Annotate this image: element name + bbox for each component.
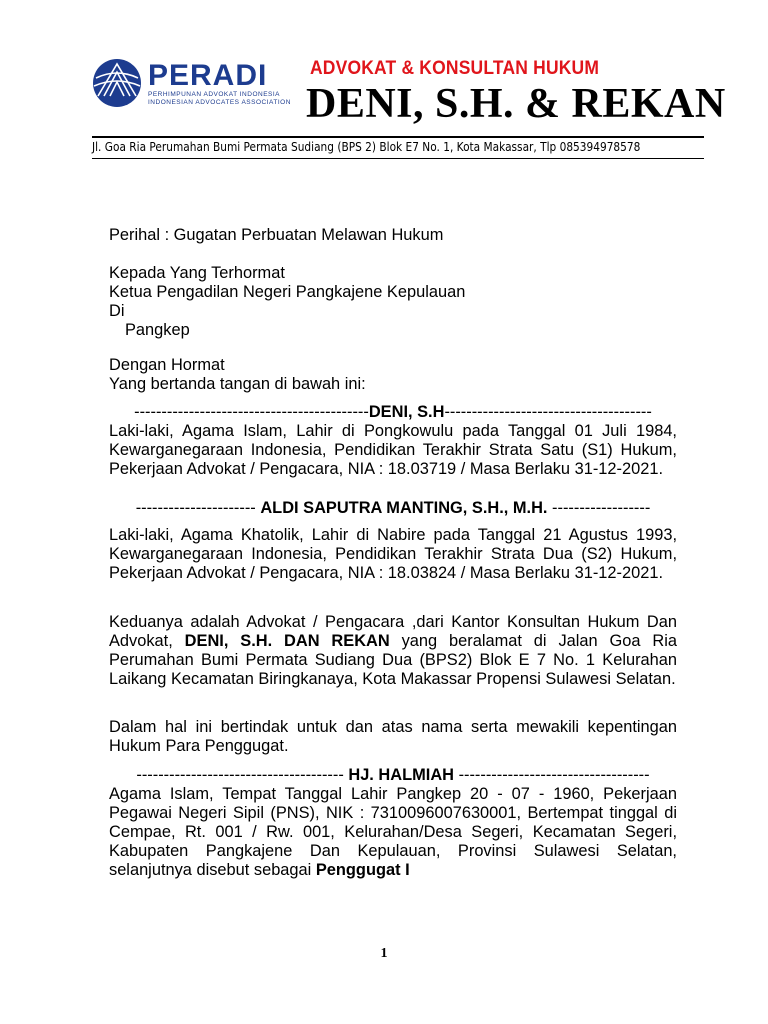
recipient-line-4: Pangkep [125, 321, 190, 339]
header-rule-bottom [92, 158, 704, 159]
dashes: -------------------------------------- [136, 766, 344, 784]
plaintiff-name: HJ. HALMIAH [348, 766, 454, 784]
person2-description: Laki-laki, Agama Khatolik, Lahir di Nabire pada Tanggal 21 Agustus 1993, Kewarganegaraan Indonesia, Pendidikan Terakhir Strata Dua (S2) Hukum, Pekerjaan Advokat / Pengacara, NIA : 18.03824 / Masa Berlaku 31-12-2021. [109, 526, 677, 582]
plaintiff-separator [109, 766, 677, 785]
plaintiff-label: Penggugat I [315, 861, 410, 879]
person2-separator [109, 499, 677, 518]
both-text-2: yang beralamat di Jalan Goa Ria Perumahan Bumi Permata Sudiang Dua (BPS2) Blok E 7 No. 1 Kelurahan Laikang Kecamatan Biringkanaya, Kota Makassar Propensi Sulawesi Selatan. [109, 632, 677, 688]
person1-description: Laki-laki, Agama Islam, Lahir di Pongkowulu pada Tanggal 01 Juli 1984, Kewarganegaraan Indonesia, Pendidikan Terakhir Strata Satu (S1) Hukum, Pekerjaan Advokat / Pengacara, NIA : 18.03719 / Masa Berlaku 31-12-2021. [109, 422, 677, 478]
letterhead [0, 0, 768, 160]
greeting: Dengan Hormat [109, 356, 225, 374]
firm-name: DENI, S.H. & REKAN [306, 81, 726, 127]
dashes: ---------------------- [135, 499, 256, 517]
peradi-emblem-icon [90, 58, 146, 108]
dashes: -------------------------------------- [444, 403, 652, 421]
person2-name: ALDI SAPUTRA MANTING, S.H., M.H. [260, 499, 548, 517]
recipient-line-2: Ketua Pengadilan Negeri Pangkajene Kepulauan [109, 283, 466, 301]
logo-wordmark: PERADI [148, 59, 268, 92]
recipient-line-3: Di [109, 302, 125, 320]
person1-name: DENI, S.H [368, 403, 445, 421]
peradi-logo [90, 58, 300, 108]
letter-subject: Perihal : Gugatan Perbuatan Melawan Hukum [109, 226, 444, 244]
plaintiff-description [109, 785, 677, 880]
dashes: ----------------------------------- [458, 766, 650, 784]
plaintiff-desc-text: Agama Islam, Tempat Tanggal Lahir Pangkep 20 - 07 - 1960, Pekerjaan Pegawai Negeri Sipil (PNS), NIK : 7310096007630001, Bertempat tinggal di Cempae, Rt. 001 / Rw. 001, Kelurahan/Desa Segeri, Kecamatan Segeri, Kabupaten Pangkajene Dan Kepulauan, Provinsi Sulawesi Selatan, selanjutnya disebut sebagai [109, 785, 677, 879]
firm-address: Jl. Goa Ria Perumahan Bumi Permata Sudiang (BPS 2) Blok E7 No. 1, Kota Makassar, Tlp 085394978578 [92, 140, 641, 154]
dashes: ------------------------------------------- [134, 403, 369, 421]
logo-subtitle-id: PERHIMPUNAN ADVOKAT INDONESIA [148, 91, 281, 98]
firm-tagline: ADVOKAT & KONSULTAN HUKUM [310, 58, 600, 79]
both-text-1: Keduanya adalah Advokat / Pengacara ,dari Kantor Konsultan Hukum Dan Advokat, [109, 613, 677, 650]
logo-subtitle [148, 91, 291, 107]
header-rule-top [92, 136, 704, 138]
both-paragraph [109, 613, 677, 689]
recipient-line-1: Kepada Yang Terhormat [109, 264, 285, 282]
firm-name-inline: DENI, S.H. DAN REKAN [184, 632, 390, 650]
person1-separator [109, 403, 677, 422]
acting-paragraph: Dalam hal ini bertindak untuk dan atas nama serta mewakili kepentingan Hukum Para Penggugat. [109, 718, 677, 755]
intro: Yang bertanda tangan di bawah ini: [109, 375, 366, 393]
page-number: 1 [380, 946, 388, 961]
dashes: ------------------ [552, 499, 651, 517]
logo-subtitle-en: INDONESIAN ADVOCATES ASSOCIATION [148, 99, 291, 106]
